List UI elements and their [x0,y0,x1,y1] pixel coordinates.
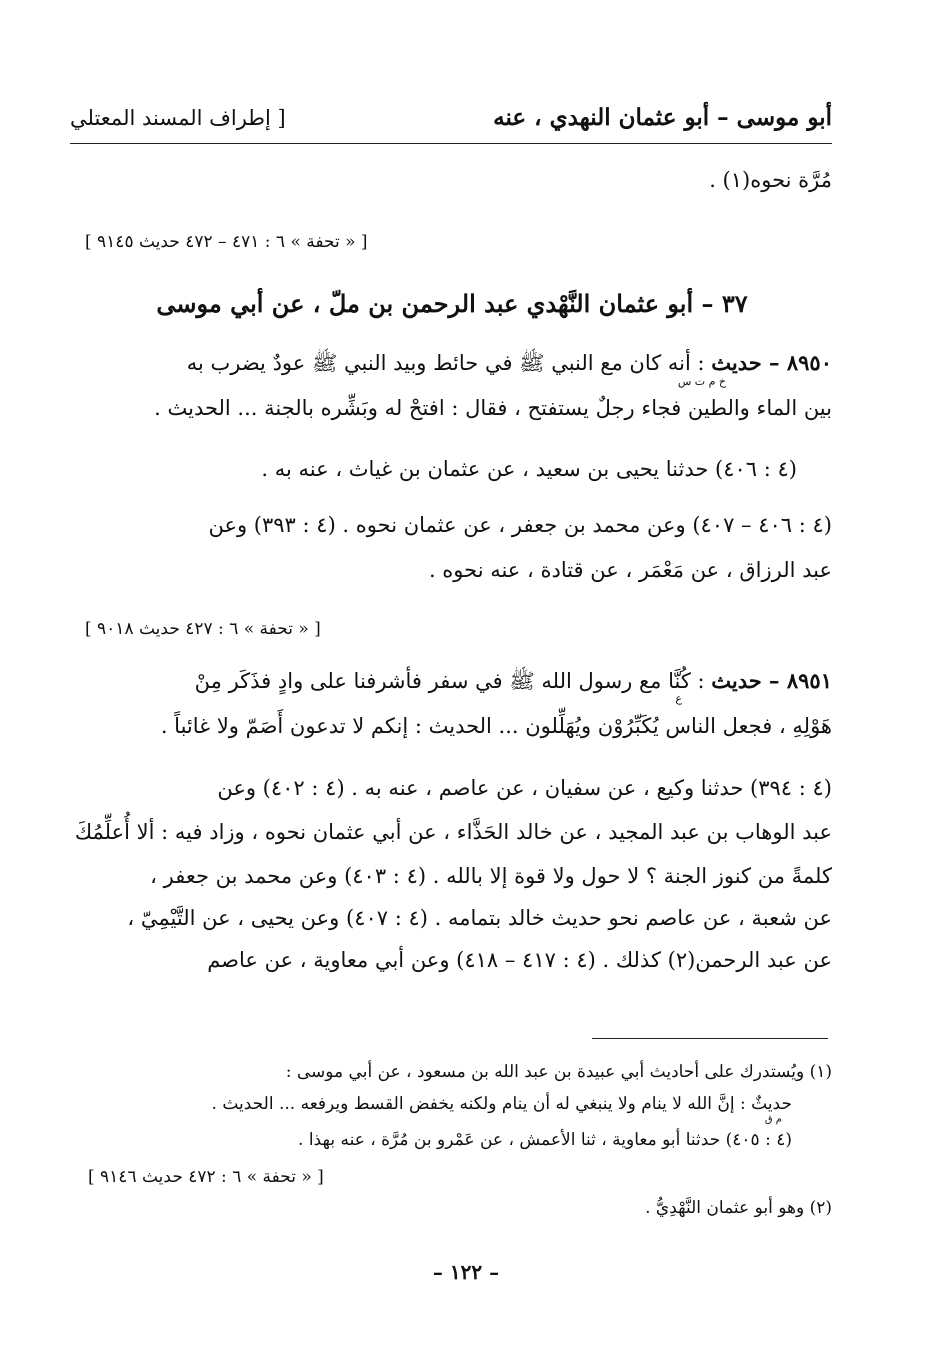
hadith-8950-line-2: بين الماء والطين فجاء رجلٌ يستفتح ، فقال : افتحْ له وبَشِّره بالجنة ... الحديث . [154,396,832,420]
hadith-text: : كُنَّا مع رسول الله ﷺ في سفر فأشرفنا على وادٍ فذَكَر مِنْ [194,669,705,693]
sigla-marks: خ م ت س [677,375,726,388]
running-header-book: [ إطراف المسند المعتلي [70,106,286,130]
isnad-line: عن عبد الرحمن(٢) كذلك . (٤ : ٤١٧ – ٤١٨) وعن أبي معاوية ، عن عاصم [207,948,832,972]
footnote-1-isnad: (٤ : ٤٠٥) حدثنا أبو معاوية ، ثنا الأعمش ، عن عَمْرو بن مُرَّة ، عنه بهذا . [298,1130,792,1150]
hadith-text: : أنه كان مع النبي ﷺ في حائط وبيد النبي ﷺ عودٌ يضرب به [186,351,705,375]
isnad-line: عبد الرزاق ، عن مَعْمَر ، عن قتادة ، عنه نحوه . [428,558,832,582]
sigla-marks: م ق [764,1114,782,1125]
hadith-number: ٨٩٥٠ – حديث [711,350,832,375]
footnote-1: (١) ويُستدرك على أحاديث أبي عبيدة بن عبد الله بن مسعود ، عن أبي موسى : [285,1062,832,1082]
isnad-line: كلمةً من كنوز الجنة ؟ لا حول ولا قوة إلا بالله . (٤ : ٤٠٣) وعن محمد بن جعفر ، [150,864,832,888]
hadith-8950-line-1 [80,350,832,376]
tuhfa-reference: [ « تحفة » ٦ : ٤٧٢ حديث ٩١٤٦ ] [88,1167,324,1187]
hadith-8951-line-2: هَوْلِهِ ، فجعل الناس يُكَبِّرُوْن ويُهَلِّلون ... الحديث : إنكم لا تدعون أَصَمّ ولا غائباً . [160,714,832,738]
isnad-line: عن شعبة ، عن عاصم نحو حديث خالد بتمامه . (٤ : ٤٠٧) وعن يحيى ، عن التَّيْمِيّ ، [127,906,832,930]
footnote-rule [592,1038,828,1039]
hadith-8951-line-1 [195,668,832,694]
hadith-number: ٨٩٥١ – حديث [711,668,832,693]
running-header-title: أبو موسى – أبو عثمان النهدي ، عنه [493,104,832,131]
isnad-line: (٤ : ٣٩٤) حدثنا وكيع ، عن سفيان ، عن عاصم ، عنه به . (٤ : ٤٠٢) وعن [217,776,832,800]
isnad-line: (٤ : ٤٠٦) حدثنا يحيى بن سعيد ، عن عثمان بن غياث ، عنه به . [261,457,797,481]
page-number: – ١٢٢ – [432,1260,500,1284]
chapter-heading: ٣٧ – أبو عثمان النَّهْدي عبد الرحمن بن ملّ ، عن أبي موسى [156,289,748,318]
text-line: مُرَّة نحوه(١) . [709,168,832,192]
footnote-1-text: حديثٌ : إنَّ الله لا ينام ولا ينبغي له أن ينام ولكنه يخفض القسط ويرفعه ... الحديث . [211,1094,792,1114]
isnad-line: (٤ : ٤٠٦ – ٤٠٧) وعن محمد بن جعفر ، عن عثمان نحوه . (٤ : ٣٩٣) وعن [208,513,832,537]
header-rule [70,143,832,144]
isnad-line: عبد الوهاب بن عبد المجيد ، عن خالد الحَذَّاء ، عن أبي عثمان نحوه ، وزاد فيه : ألا أُعلِّمُكَ [74,820,832,844]
footnote-2: (٢) وهو أبو عثمان النَّهْدِيُّ . [645,1198,832,1218]
tuhfa-reference: [ « تحفة » ٦ : ٤٧١ – ٤٧٢ حديث ٩١٤٥ ] [85,232,368,252]
tuhfa-reference: [ « تحفة » ٦ : ٤٢٧ حديث ٩٠١٨ ] [85,619,321,639]
sigla-marks: ع [675,692,682,705]
